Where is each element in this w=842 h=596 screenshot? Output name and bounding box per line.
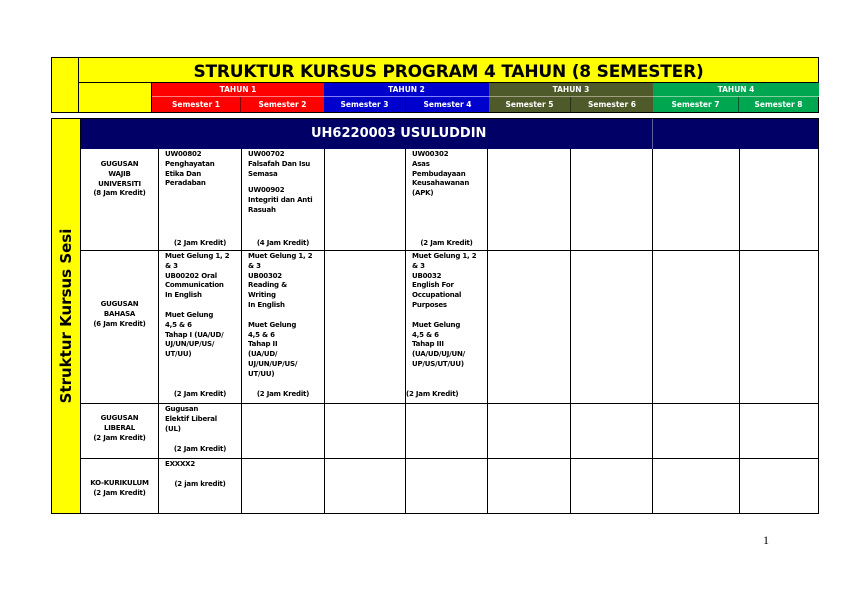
course-line: Penghayatan [165,159,215,168]
course-line: Writing [248,291,276,300]
course-line: (UL) [165,424,181,433]
course-line: Communication [165,281,224,290]
course-line: UP/US/UT/UU) [412,359,464,368]
category-line: (2 Jam Kredit) [93,488,146,497]
course-line: (UA/UD/ [248,350,278,359]
category-line: GUGUSAN [100,300,139,308]
course-line: Tahap I (UA/UD/ [165,330,224,339]
course-cell-r4-s1 [159,459,241,513]
year-header-3: TAHUN 3 [489,83,653,97]
course-line: Reading & [248,281,288,290]
category-liberal [81,414,158,443]
category-ko-kurikulum [81,479,158,499]
course-code: UB0032 [412,271,442,280]
credit-label: (4 Jam Kredit) [256,239,310,248]
course-line: & 3 [248,261,261,270]
course-line: 4,5 & 6 [248,330,275,339]
course-code: UW00802 [165,150,202,158]
course-code: UW00302 [412,150,449,158]
course-cell-r1-s2 [242,149,324,250]
credit-label: (2 Jam Kredit) [173,445,227,454]
semester-header-8: Semester 8 [739,97,819,113]
category-line: GUGUSAN [100,414,139,422]
header-blank-cell [79,83,152,113]
course-line: English For [412,281,454,290]
course-line: UT/UU) [248,369,275,378]
course-line: Rasuah [248,205,276,214]
course-line: Occupational [412,291,462,300]
page-title: STRUKTUR KURSUS PROGRAM 4 TAHUN (8 SEMESTER) [79,57,819,83]
course-line: Peradaban [165,179,206,188]
program-title-band-right [653,119,818,149]
course-code: UB00302 [248,271,282,280]
course-cell-r3-s1 [159,404,241,458]
category-line: (2 Jam Kredit) [93,433,146,442]
semester-header-5: Semester 5 [489,97,571,113]
course-line: Semasa [248,169,278,178]
course-line: Tahap II [248,340,278,349]
program-title-band [81,119,653,149]
semester-header-3: Semester 3 [324,97,406,113]
course-line: & 3 [412,261,425,270]
side-label-column [52,119,81,513]
course-line: Purposes [412,300,447,309]
course-line: Pembudayaan [412,169,466,178]
year-header-1: TAHUN 1 [152,83,324,97]
course-line: In English [248,300,285,309]
course-line: In English [165,291,202,300]
course-line: Muet Gelung [412,320,461,329]
category-bahasa [81,300,158,329]
credit-label: (2 Jam Kredit) [406,390,459,399]
category-line: (8 Jam Kredit) [93,189,146,198]
course-line: Muet Gelung 1, 2 [248,252,313,260]
course-cell-r1-s1 [159,149,241,250]
side-label: Struktur Kursus Sesi [57,228,75,404]
semester-header-7: Semester 7 [653,97,739,113]
course-line: Integriti dan Anti [248,196,313,205]
course-cell-r1-s4 [406,149,487,250]
course-line: Tahap III [412,340,444,349]
category-line: GUGUSAN [100,160,139,168]
course-line: Etika Dan [165,169,202,178]
credit-label: (2 jam kredit) [174,479,226,488]
course-line: UJ/UN/UP/US/ [248,359,298,368]
category-line: (6 Jam Kredit) [93,319,146,328]
course-code: EXXXX2 [165,460,196,468]
course-line: 4,5 & 6 [412,330,439,339]
category-line: WAJIB [108,169,131,178]
semester-header-4: Semester 4 [406,97,489,113]
course-line: Muet Gelung [248,320,297,329]
spacer [165,301,241,311]
course-line: 4,5 & 6 [165,320,192,329]
semester-header-2: Semester 2 [241,97,324,113]
credit-label: (2 Jam Kredit) [173,390,227,399]
credit-label: (2 Jam Kredit) [173,239,227,248]
course-line: & 3 [165,261,178,270]
course-line: (APK) [412,189,434,198]
year-header-4: TAHUN 4 [653,83,819,97]
spacer [248,311,324,321]
course-line: Keusahawanan [412,179,470,188]
course-line: Elektif Liberal [165,414,218,423]
course-line: Gugusan [165,405,199,413]
course-cell-r2-s4 [406,251,487,403]
course-code: UW00702 [248,150,285,158]
course-line: UJ/UN/UP/US/ [165,340,215,349]
program-title: UH6220003 USULUDDIN [311,126,487,141]
page-number: 1 [763,533,769,547]
course-line: Falsafah Dan Isu [248,159,311,168]
category-line: KO-KURIKULUM [90,479,149,487]
category-wajib-universiti [81,160,158,199]
year-header-2: TAHUN 2 [324,83,489,97]
credit-label: (2 Jam Kredit) [420,239,473,248]
course-line: Muet Gelung 1, 2 [412,252,477,260]
spacer [248,179,324,186]
course-cell-r2-s2 [242,251,324,403]
course-cell-r2-s1 [159,251,241,403]
course-line: Muet Gelung 1, 2 [165,252,230,260]
spacer [412,311,487,321]
course-code: UW00902 [248,186,285,195]
course-line: UT/UU) [165,350,192,359]
category-line: UNIVERSITI [98,179,141,188]
category-line: BAHASA [103,309,136,318]
course-line: Muet Gelung [165,310,214,319]
course-line: (UA/UD/UJ/UN/ [412,350,466,359]
course-line: Asas [412,159,430,168]
semester-header-1: Semester 1 [152,97,241,113]
course-code: UB00202 Oral [165,271,217,280]
header-left-block [51,57,79,113]
category-line: LIBERAL [103,423,136,432]
credit-label: (2 Jam Kredit) [256,390,310,399]
semester-header-6: Semester 6 [571,97,653,113]
